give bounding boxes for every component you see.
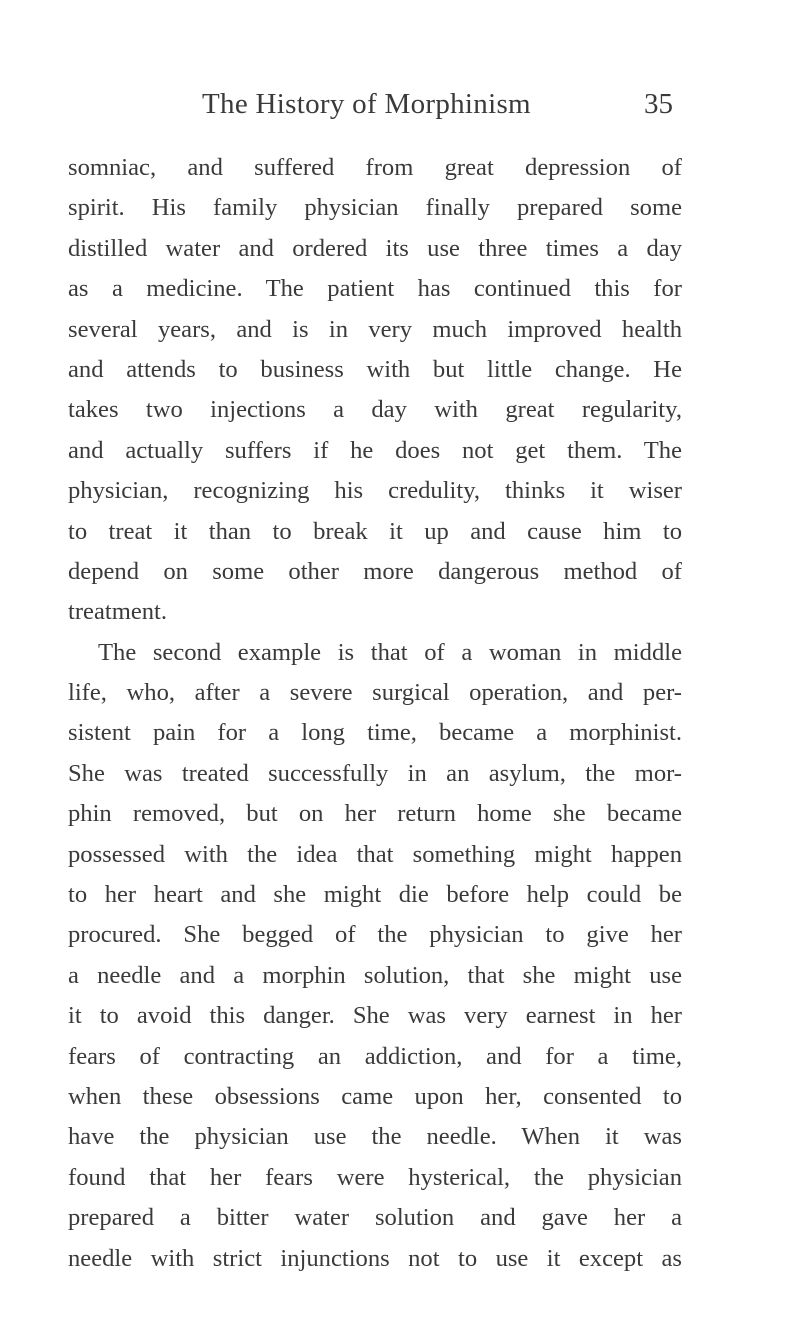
text-line: fears of contracting an addiction, and for a time, <box>68 1042 682 1070</box>
text-line: possessed with the idea that something might happen <box>68 840 682 868</box>
text-line: spirit. His family physician finally prepared some <box>68 194 682 222</box>
text-line: prepared a bitter water solution and gave her a <box>68 1204 682 1232</box>
text-line: a needle and a morphin solution, that she might use <box>68 961 682 989</box>
page-number: 35 <box>644 88 673 120</box>
text-line: distilled water and ordered its use three times a day <box>68 234 682 262</box>
text-line: somniac, and suffered from great depression of <box>68 154 682 181</box>
text-line: physician, recognizing his credulity, thinks it wiser <box>68 477 682 505</box>
text-line: procured. She begged of the physician to give her <box>68 921 682 949</box>
text-line: phin removed, but on her return home she became <box>68 800 682 828</box>
text-line: when these obsessions came upon her, consented to <box>68 1082 682 1110</box>
text-line: several years, and is in very much improved health <box>68 315 682 343</box>
text-line: it to avoid this danger. She was very earnest in her <box>68 1002 682 1030</box>
text-line: and attends to business with but little change. He <box>68 355 682 383</box>
text-line: takes two injections a day with great regularity, <box>68 396 682 424</box>
running-head <box>0 88 800 136</box>
body-text <box>68 148 682 1279</box>
text-line: She was treated successfully in an asylum, the mor- <box>68 759 682 787</box>
text-line: depend on some other more dangerous method of <box>68 557 682 585</box>
text-line: and actually suffers if he does not get them. The <box>68 436 682 464</box>
text-line: have the physician use the needle. When it was <box>68 1123 682 1151</box>
paragraph-last-line: treatment. <box>68 598 168 626</box>
text-line: needle with strict injunctions not to use it except as <box>68 1244 682 1272</box>
running-head-title: The History of Morphinism <box>202 88 531 120</box>
text-line: to her heart and she might die before help could be <box>68 881 682 909</box>
text-line: found that her fears were hysterical, the physician <box>68 1163 682 1191</box>
text-line: sistent pain for a long time, became a morphinist. <box>68 719 682 747</box>
text-line: life, who, after a severe surgical operation, and per- <box>68 679 682 707</box>
text-line: as a medicine. The patient has continued this for <box>68 275 682 303</box>
text-line: to treat it than to break it up and cause him to <box>68 517 682 545</box>
paragraph-first-line: The second example is that of a woman in middle <box>98 638 682 666</box>
